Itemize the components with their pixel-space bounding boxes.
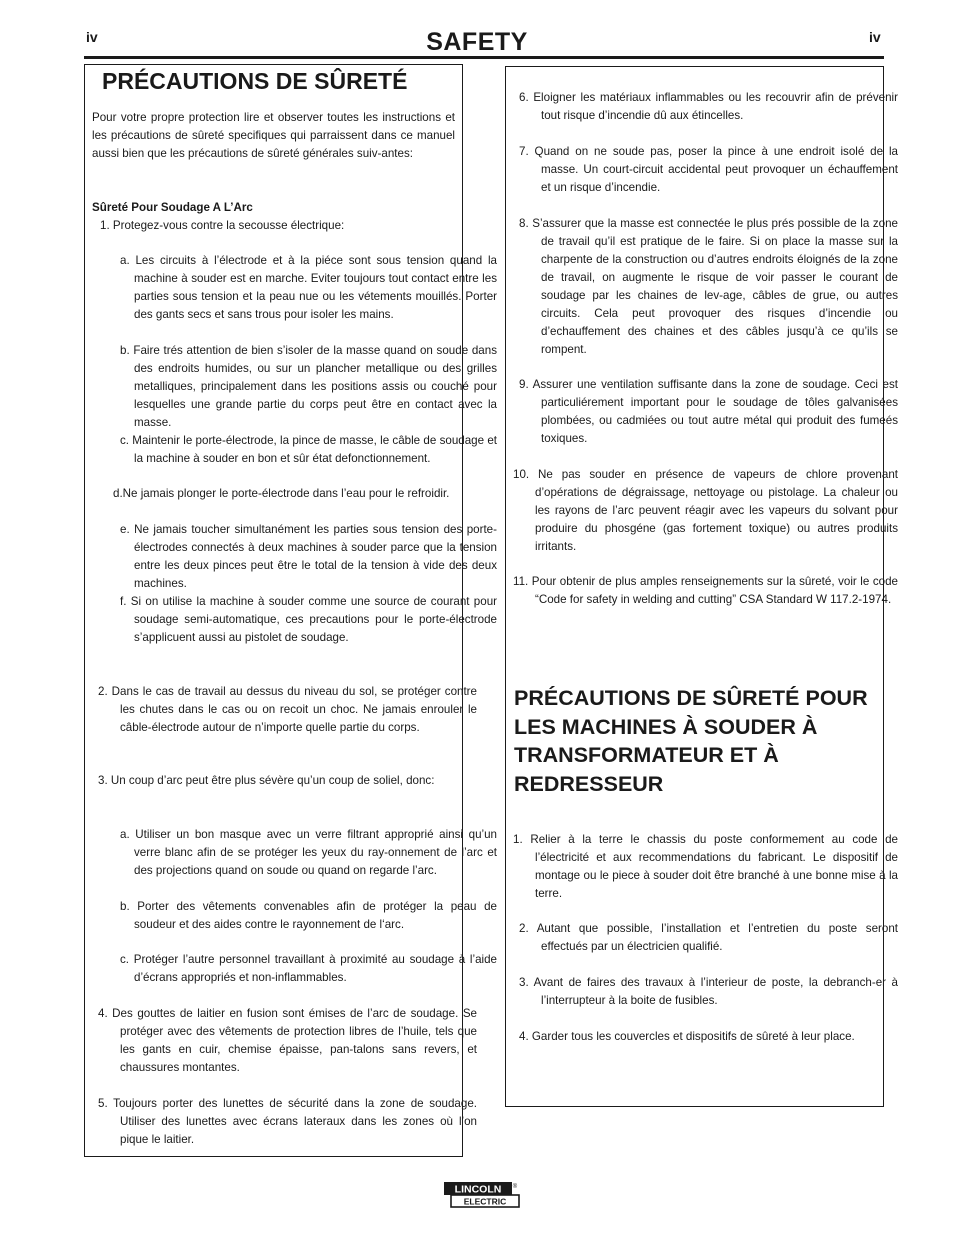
item-6: 6. Eloigner les matériaux inflammables ou les recouvrir afin de prévenir tout risque d’incendie dû aux étincelles.: [519, 91, 898, 122]
item-3a: a. Utiliser un bon masque avec un verre filtrant approprié ainsi qu’un verre blanc afin de se protéger les yeux du ray-onnement de l’arc et des projections quand on soude ou quand on regarde l’arc.: [120, 828, 497, 877]
page-number-right: iv: [869, 29, 881, 45]
left-heading: PRÉCAUTIONS DE SÛRETÉ: [102, 68, 408, 94]
item-10: 10. Ne pas souder en présence de vapeurs de chlore provenant d’opérations de dégraissage, nettoyage ou pistolage. La chaleur ou les rayons de l’arc peuvent réagir avec les vapeurs du solvant pour produire du phosgéne (gas fortement toxique) ou autres produits irritants.: [513, 468, 898, 553]
item-9: 9. Assurer une ventilation suffisante dans la zone de soudage. Ceci est particuliérement important pour le soudage de tôles galvanisées plombées, ou cadmiées ou tout autre métal qui produit des fumeés toxiques.: [519, 378, 898, 445]
item-8: 8. S’assurer que la masse est connectée le plus prés possible de la zone de travail qu’il est pratique de le faire. Si on place la masse sur la charpente de la construction ou d’autres endroits éloignés de la zone de travail, on augmente le risque de voir passer le courant de soudage par les chaines de lev-age, câbles de grue, ou autres circuits. Cela peut provoquer des risques d’incendie ou d’echauffement des chaines et des câbles jusqu’à ce qu’ils se rompent.: [519, 217, 898, 356]
page-title: SAFETY: [426, 28, 528, 56]
item-3c: c. Protéger l’autre personnel travaillant à proximité au soudage à l’aide d’écrans appropriés et non-inflammables.: [120, 953, 497, 984]
item-3: 3. Un coup d’arc peut être plus sévère qu’un coup de soliel, donc:: [98, 774, 435, 787]
item-11: 11. Pour obtenir de plus amples renseignements sur la sûreté, voir le code “Code for safety in welding and cutting” CSA Standard W 117.2-1974.: [513, 575, 898, 606]
logo-text-electric: ELECTRIC: [463, 1196, 507, 1207]
machine-item-1: 1. Relier à la terre le chassis du poste conformement au code de l’électricité et aux recommendations du fabricant. Le dispositif de montage ou le piece à souder doit être branché à une bonne mise à la terre.: [513, 833, 898, 900]
item-1e: e. Ne jamais toucher simultanément les parties sous tension des porte-électrodes connectés à deux machines à souder parce que la tension entre les deux pinces peut être le total de la tension à vide des deux machines.: [120, 523, 497, 590]
logo-text-lincoln: LINCOLN: [454, 1183, 502, 1196]
arc-welding-subheading: Sûreté Pour Soudage A L’Arc: [92, 201, 253, 214]
title-rule: [84, 56, 884, 59]
page-number-left: iv: [86, 29, 98, 45]
item-1f: f. Si on utilise la machine à souder comme une source de courant pour soudage semi-automatique, ces precautions pour le porte-électrode s’applicuent aussi au pistolet de soudage.: [120, 595, 497, 644]
item-1a: a. Les circuits à l’électrode et à la piéce sont sous tension quand la machine à souder est en marche. Eviter toujours tout contact entre les parties sous tension et la peau nue ou les vétements mouillés. Porter des gants secs et sans trous pour isoler les mains.: [120, 254, 497, 321]
item-1b: b. Faire trés attention de bien s’isoler de la masse quand on soude dans des endroits humides, ou sur un plancher metallique ou des grilles metalliques, principalement dans les positions assis ou couché pour lesquelles une grande partie du corps peut être en contact avec la masse.: [120, 344, 497, 429]
transformer-rectifier-heading: PRÉCAUTIONS DE SÛRETÉ POUR LES MACHINES À SOUDER À TRANSFORMATEUR ET À REDRESSEUR: [514, 686, 868, 796]
item-3b: b. Porter des vêtements convenables afin de protéger la peau de soudeur et des aides contre le rayonnement de l‘arc.: [120, 900, 497, 931]
item-1: 1. Protegez-vous contre la secousse électrique:: [100, 219, 345, 232]
item-4: 4. Des gouttes de laitier en fusion sont émises de l’arc de soudage. Se protéger avec des vêtements de protection libres de l’huile, tels que les gants en cuir, chemise épaisse, pan-talons sans revers, et chaussures montantes.: [98, 1007, 477, 1074]
lincoln-electric-logo: [443, 1180, 521, 1210]
item-5: 5. Toujours porter des lunettes de sécurité dans la zone de soudage. Utiliser des lunettes avec écrans lateraux dans les zones où l’on pique le laitier.: [98, 1097, 477, 1146]
machine-item-2: 2. Autant que possible, l’installation et l’entretien du poste seront effectués par un électricien qualifié.: [519, 922, 898, 953]
item-1c: c. Maintenir le porte-électrode, la pince de masse, le câble de soudage et la machine à souder en bon et sûr état defonctionnement.: [120, 434, 497, 465]
item-7: 7. Quand on ne soude pas, poser la pince à une endroit isolé de la masse. Un court-circuit accidental peut provoquer un échauffement et un risque d’incendie.: [519, 145, 898, 194]
machine-item-4: 4. Garder tous les couvercles et dispositifs de sûreté à leur place.: [519, 1030, 855, 1043]
item-2: 2. Dans le cas de travail au dessus du niveau du sol, se protéger contre les chutes dans le cas ou on recoit un choc. Ne jamais enrouler le câble-électrode autour de n’importe quelle partie du corps.: [98, 685, 477, 734]
intro-paragraph: Pour votre propre protection lire et observer toutes les instructions et les précautions de sûreté specifiques qui parraissent dans ce manuel aussi bien que les précautions de sûreté générales suiv-antes:: [92, 111, 455, 160]
logo-registered-mark: ®: [512, 1184, 518, 1190]
item-1d: d.Ne jamais plonger le porte-électrode dans l’eau pour le refroidir.: [113, 487, 450, 500]
machine-item-3: 3. Avant de faires des travaux à l’interieur de poste, la debranch-er à l’interrupteur à la boite de fusibles.: [519, 976, 898, 1007]
